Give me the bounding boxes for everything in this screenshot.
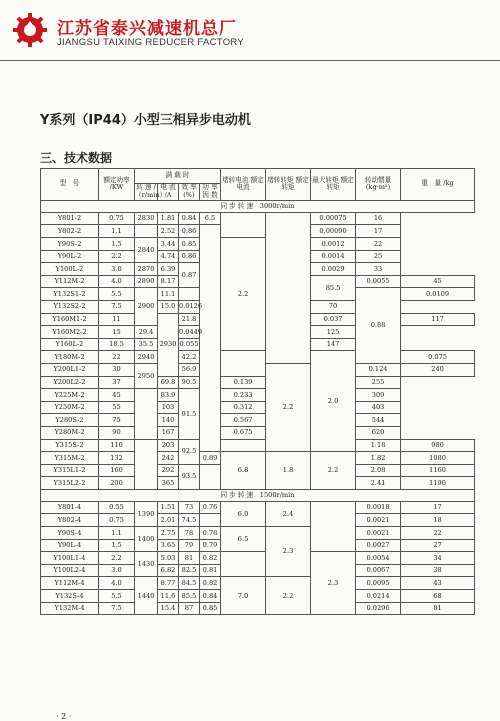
cell-inertia: 0.675 xyxy=(221,426,266,439)
cell-model: Y100L2-4 xyxy=(41,564,99,577)
cell-rated-power: 90 xyxy=(99,426,135,439)
table-row xyxy=(41,439,475,452)
cell-inertia: 0.0055 xyxy=(356,275,401,288)
cell-current: 103 xyxy=(158,401,179,414)
cell-power-factor: 0.84 xyxy=(179,212,200,225)
cell-weight: 980 xyxy=(401,439,475,452)
cell-current: 365 xyxy=(158,477,179,490)
header-inertia: 转动惯量 (kg·m²) xyxy=(356,169,401,201)
cell-current: 3.44 xyxy=(158,238,179,251)
cell-power-factor: 0.89 xyxy=(200,452,221,465)
table-row xyxy=(41,452,475,465)
cell-weight: 240 xyxy=(401,363,475,376)
cell-current: 3.65 xyxy=(158,539,179,552)
cell-model: Y801-2 xyxy=(41,212,99,225)
cell-power-factor: 0.85 xyxy=(200,602,221,615)
cell-weight: 125 xyxy=(311,326,356,339)
cell-rated-power: 4.0 xyxy=(99,577,135,590)
cell-model: Y132S2-2 xyxy=(41,300,99,313)
header-locked-current: 堵转电流 额定电流 xyxy=(221,169,266,201)
cell-weight: 544 xyxy=(356,414,401,427)
cell-max-torque: 2.3 xyxy=(311,552,356,615)
cell-weight: 147 xyxy=(311,338,356,351)
cell-current: 140 xyxy=(158,414,179,427)
cell-weight: 81 xyxy=(401,602,475,615)
cell-weight: 117 xyxy=(401,313,475,326)
cell-speed: 2840 xyxy=(135,238,158,263)
cell-max-torque xyxy=(266,212,311,363)
cell-efficiency: 90.5 xyxy=(179,376,200,389)
table-row xyxy=(41,212,475,225)
cell-speed: 2930 xyxy=(158,313,179,376)
cell-power-factor xyxy=(221,439,266,452)
cell-model: Y160L-2 xyxy=(41,338,99,351)
table-row xyxy=(41,414,475,427)
technical-data-table xyxy=(40,168,475,615)
cell-inertia: 0.0014 xyxy=(311,250,356,263)
cell-current: 11.6 xyxy=(158,590,179,603)
cell-efficiency xyxy=(221,351,266,376)
table-row xyxy=(41,426,475,439)
cell-inertia: 0.0021 xyxy=(356,527,401,540)
cell-inertia: 2.41 xyxy=(356,477,401,490)
cell-locked-current: 6.8 xyxy=(221,452,266,490)
cell-weight: 17 xyxy=(356,225,401,238)
cell-speed: 2830 xyxy=(135,212,158,225)
cell-model: Y160M2-2 xyxy=(41,326,99,339)
cell-efficiency: 91.5 xyxy=(179,389,200,439)
cell-current: 167 xyxy=(158,426,179,439)
cell-rated-power: 22 xyxy=(99,351,135,364)
cell-weight: 309 xyxy=(356,389,401,402)
cell-speed: 2950 xyxy=(135,363,158,388)
cell-weight: 22 xyxy=(401,527,475,540)
cell-locked-torque: 1.8 xyxy=(266,452,311,490)
cell-rated-power: 37 xyxy=(99,376,135,389)
cell-speed xyxy=(135,389,158,439)
cell-efficiency: 92.5 xyxy=(179,439,200,464)
cell-power-factor: 0.84 xyxy=(200,590,221,603)
cell-inertia: 0.233 xyxy=(221,389,266,402)
cell-inertia: 0.0449 xyxy=(179,326,200,339)
cell-rated-power: 7.5 xyxy=(99,300,135,313)
header-weight: 重 量 /kg xyxy=(401,169,475,201)
cell-inertia: 0.0067 xyxy=(356,564,401,577)
cell-current: 21.8 xyxy=(179,313,200,326)
cell-model: Y100L-2 xyxy=(41,263,99,276)
cell-weight: 22 xyxy=(356,238,401,251)
cell-inertia: 0.0126 xyxy=(179,300,200,313)
cell-rated-power: 15 xyxy=(99,326,135,339)
cell-model: Y801-4 xyxy=(41,501,99,514)
cell-weight: 38 xyxy=(401,564,475,577)
cell-rated-power: 2.2 xyxy=(99,552,135,565)
cell-weight: 70 xyxy=(311,300,356,313)
cell-inertia: 0.075 xyxy=(401,351,475,364)
cell-rated-power: 4.0 xyxy=(99,275,135,288)
cell-current: 15.0 xyxy=(158,300,179,313)
cell-speed: 2890 xyxy=(135,275,158,288)
header-rated-power: 额定功率 /KW xyxy=(99,169,135,201)
cell-power-factor: 0.78 xyxy=(200,527,221,540)
cell-max-torque: 2.2 xyxy=(266,363,311,451)
table-row xyxy=(41,501,475,514)
cell-inertia: 0.0018 xyxy=(356,501,401,514)
cell-rated-power: 132 xyxy=(99,452,135,465)
cell-current: 15.4 xyxy=(158,602,179,615)
cell-rated-power: 11 xyxy=(99,313,135,326)
sync-speed-row: 同 步 转 速 3000r/min xyxy=(41,200,475,212)
cell-model: Y180M-2 xyxy=(41,351,99,364)
cell-efficiency: 73 xyxy=(179,501,200,514)
cell-current: 4.74 xyxy=(158,250,179,263)
cell-locked-current xyxy=(221,552,266,577)
cell-inertia: 0.139 xyxy=(221,376,266,389)
cell-max-torque xyxy=(311,501,356,551)
cell-current: 292 xyxy=(158,464,179,477)
cell-efficiency: 81 xyxy=(179,552,200,565)
cell-inertia: 0.0054 xyxy=(356,552,401,565)
cell-current: 242 xyxy=(158,452,179,465)
cell-efficiency: 87 xyxy=(179,602,200,615)
cell-current: 42.2 xyxy=(179,351,200,364)
cell-model: Y250M-2 xyxy=(41,401,99,414)
cell-rated-power: 18.5 xyxy=(99,338,135,351)
cell-rated-power: 55 xyxy=(99,401,135,414)
cell-rated-power: 200 xyxy=(99,477,135,490)
cell-current: 11.1 xyxy=(158,288,179,301)
cell-weight: 18 xyxy=(401,514,475,527)
cell-model: Y315S-2 xyxy=(41,439,99,452)
cell-efficiency xyxy=(179,288,200,301)
cell-rated-power: 1.1 xyxy=(99,527,135,540)
cell-power-factor: 0.85 xyxy=(179,238,200,251)
cell-model: Y100L1-4 xyxy=(41,552,99,565)
cell-max-torque: 2.2 xyxy=(311,452,356,490)
cell-inertia: 0.0012 xyxy=(311,238,356,251)
cell-efficiency: 84.5 xyxy=(179,577,200,590)
cell-power-factor xyxy=(200,514,221,527)
cell-weight: 33 xyxy=(356,263,401,276)
table-row xyxy=(41,376,475,389)
cell-rated-power: 1.5 xyxy=(99,238,135,251)
cell-current: 83.9 xyxy=(158,389,179,402)
cell-model: Y315L2-2 xyxy=(41,477,99,490)
cell-current: 1.51 xyxy=(158,501,179,514)
cell-power-factor xyxy=(200,464,221,489)
cell-rated-power: 3.0 xyxy=(99,564,135,577)
cell-speed: 1400 xyxy=(135,527,158,552)
cell-power-factor: 0.88 xyxy=(356,288,401,364)
cell-model: Y802-4 xyxy=(41,514,99,527)
company-name-en: JIANGSU TAIXING REDUCER FACTORY xyxy=(57,37,245,48)
cell-speed: 2900 xyxy=(135,288,158,326)
cell-power-factor: 0.87 xyxy=(179,263,200,288)
cell-inertia: 0.055 xyxy=(179,338,200,351)
cell-inertia: 0.0095 xyxy=(356,577,401,590)
cell-locked-torque: 2.3 xyxy=(266,527,311,577)
table-row xyxy=(41,577,475,590)
cell-speed: 1430 xyxy=(135,552,158,577)
cell-current: 5.03 xyxy=(158,552,179,565)
page-number: · 2 · xyxy=(56,712,72,721)
cell-weight: 1080 xyxy=(401,452,475,465)
cell-current: 2.52 xyxy=(158,225,179,238)
cell-model: Y200L1-2 xyxy=(41,363,99,376)
cell-locked-torque: 2.4 xyxy=(266,501,311,526)
cell-inertia: 0.312 xyxy=(221,401,266,414)
cell-efficiency: 85.5 xyxy=(179,590,200,603)
cell-rated-power: 1.1 xyxy=(99,225,135,238)
table-row xyxy=(41,552,475,565)
cell-efficiency: 79 xyxy=(179,539,200,552)
document-title: Y系列（IP44）小型三相异步电动机 xyxy=(40,113,251,128)
cell-model: Y132S1-2 xyxy=(41,288,99,301)
section-title: 三、技术数据 xyxy=(40,151,113,165)
cell-weight: 255 xyxy=(356,376,401,389)
cell-speed: 2870 xyxy=(135,263,158,276)
cell-model: Y280M-2 xyxy=(41,426,99,439)
cell-weight: 27 xyxy=(401,539,475,552)
cell-model: Y225M-2 xyxy=(41,389,99,402)
cell-weight: 17 xyxy=(401,501,475,514)
cell-inertia: 0.0029 xyxy=(311,263,356,276)
cell-power-factor: 0.76 xyxy=(200,501,221,514)
cell-current: 56.9 xyxy=(179,363,200,376)
cell-weight: 620 xyxy=(356,426,401,439)
cell-rated-power: 5.5 xyxy=(99,288,135,301)
cell-model: Y802-2 xyxy=(41,225,99,238)
cell-inertia: 0.0296 xyxy=(356,602,401,615)
cell-inertia: 0.00090 xyxy=(311,225,356,238)
cell-rated-power: 30 xyxy=(99,363,135,376)
cell-speed: 2940 xyxy=(135,351,158,364)
header-efficiency: 效 率 (%) xyxy=(179,184,200,201)
header-speed: 转 速 /（r/min） xyxy=(135,183,167,199)
cell-current: 1.81 xyxy=(158,212,179,225)
cell-inertia: 0.0021 xyxy=(356,514,401,527)
table-row xyxy=(41,527,475,540)
cell-speed: 1390 xyxy=(135,501,158,526)
cell-current: 2.75 xyxy=(158,527,179,540)
cell-model: Y132M-4 xyxy=(41,602,99,615)
table-row xyxy=(41,238,475,251)
header-current: 电 流 /A xyxy=(158,184,179,201)
cell-rated-power: 0.75 xyxy=(99,212,135,225)
header-locked-torque: 堵转转矩 额定转矩 xyxy=(266,169,311,201)
cell-rated-power: 0.55 xyxy=(99,501,135,514)
cell-power-factor: 0.81 xyxy=(200,564,221,577)
cell-locked-current: 6.5 xyxy=(221,527,266,552)
cell-inertia: 0.0027 xyxy=(356,539,401,552)
cell-weight: 1160 xyxy=(401,464,475,477)
cell-locked-current xyxy=(200,225,221,452)
cell-inertia: 0.0214 xyxy=(356,590,401,603)
cell-weight: 43 xyxy=(401,577,475,590)
cell-current: 29.4 xyxy=(135,326,158,339)
cell-locked-torque: 2.2 xyxy=(266,577,311,615)
cell-inertia: 1.18 xyxy=(356,439,401,452)
cell-efficiency: 82.5 xyxy=(179,564,200,577)
cell-locked-torque: 2.0 xyxy=(311,351,356,452)
cell-rated-power: 1.5 xyxy=(99,539,135,552)
cell-model: Y112M-2 xyxy=(41,275,99,288)
cell-rated-power: 0.75 xyxy=(99,514,135,527)
cell-locked-torque xyxy=(221,212,266,237)
cell-weight: 403 xyxy=(356,401,401,414)
table-row xyxy=(41,351,475,364)
cell-rated-power: 5.5 xyxy=(99,590,135,603)
cell-efficiency: 74.5 xyxy=(179,514,200,527)
cell-inertia: 1.82 xyxy=(356,452,401,465)
cell-inertia: 0.124 xyxy=(356,363,401,376)
cell-power-factor: 0.82 xyxy=(200,577,221,590)
cell-rated-power: 7.5 xyxy=(99,602,135,615)
cell-power-factor: 0.86 xyxy=(179,250,200,263)
cell-model: Y132S-4 xyxy=(41,590,99,603)
cell-inertia: 0.037 xyxy=(311,313,356,326)
cell-current: 69.8 xyxy=(158,376,179,389)
cell-model: Y315M-2 xyxy=(41,452,99,465)
cell-current: 2.01 xyxy=(158,514,179,527)
cell-power-factor: 0.82 xyxy=(200,552,221,565)
table-row xyxy=(41,401,475,414)
cell-weight: 45 xyxy=(401,275,475,288)
cell-model: Y280S-2 xyxy=(41,414,99,427)
cell-power-factor: 0.79 xyxy=(200,539,221,552)
cell-current: 35.5 xyxy=(135,338,158,351)
cell-inertia: 2.08 xyxy=(356,464,401,477)
company-name-cn: 江苏省泰兴减速机总厂 xyxy=(57,19,237,39)
factory-gear-logo xyxy=(12,12,48,48)
cell-weight: 16 xyxy=(356,212,401,225)
cell-inertia: 0.0109 xyxy=(401,288,475,301)
cell-model: Y112M-4 xyxy=(41,577,99,590)
cell-locked-current: 6.5 xyxy=(200,212,221,225)
header-divider xyxy=(0,60,500,61)
cell-model: Y315L1-2 xyxy=(41,464,99,477)
cell-inertia: 0.567 xyxy=(221,414,266,427)
cell-model: Y90L-2 xyxy=(41,250,99,263)
sync-speed-row: 同 步 转 速 1500r/min xyxy=(41,489,475,501)
cell-locked-torque: 2.2 xyxy=(221,238,266,351)
cell-current: 8.77 xyxy=(158,577,179,590)
cell-speed xyxy=(135,439,158,489)
cell-current: 8.17 xyxy=(158,275,179,288)
cell-current: 6.39 xyxy=(158,263,179,276)
cell-rated-power: 75 xyxy=(99,414,135,427)
cell-model: Y90S-4 xyxy=(41,527,99,540)
table-row xyxy=(41,389,475,402)
cell-efficiency: 93.5 xyxy=(179,464,200,489)
cell-current: 6.82 xyxy=(158,564,179,577)
cell-current: 203 xyxy=(158,439,179,452)
cell-model: Y90S-2 xyxy=(41,238,99,251)
cell-efficiency: 85.5 xyxy=(311,275,356,300)
cell-rated-power: 45 xyxy=(99,389,135,402)
cell-model: Y160M1-2 xyxy=(41,313,99,326)
cell-inertia: 0.00075 xyxy=(311,212,356,225)
cell-rated-power: 160 xyxy=(99,464,135,477)
cell-weight: 1190 xyxy=(401,477,475,490)
cell-rated-power: 2.2 xyxy=(99,250,135,263)
cell-model: Y90L-4 xyxy=(41,539,99,552)
cell-speed xyxy=(135,225,158,238)
cell-rated-power: 3.0 xyxy=(99,263,135,276)
cell-efficiency: 78 xyxy=(179,527,200,540)
header-model: 型 号 xyxy=(41,169,99,201)
header-full-load: 满 载 时 xyxy=(135,169,221,184)
cell-locked-current: 6.0 xyxy=(221,501,266,526)
cell-locked-current: 7.0 xyxy=(221,577,266,615)
cell-weight: 34 xyxy=(401,552,475,565)
cell-rated-power: 110 xyxy=(99,439,135,452)
cell-model: Y200L2-2 xyxy=(41,376,99,389)
cell-power-factor: 0.86 xyxy=(179,225,200,238)
cell-speed: 1440 xyxy=(135,577,158,615)
header-power-factor: 功 率 因 数 xyxy=(200,184,221,201)
cell-weight: 25 xyxy=(356,250,401,263)
cell-weight: 68 xyxy=(401,590,475,603)
header-max-torque: 最大转矩 额定转矩 xyxy=(311,169,356,201)
